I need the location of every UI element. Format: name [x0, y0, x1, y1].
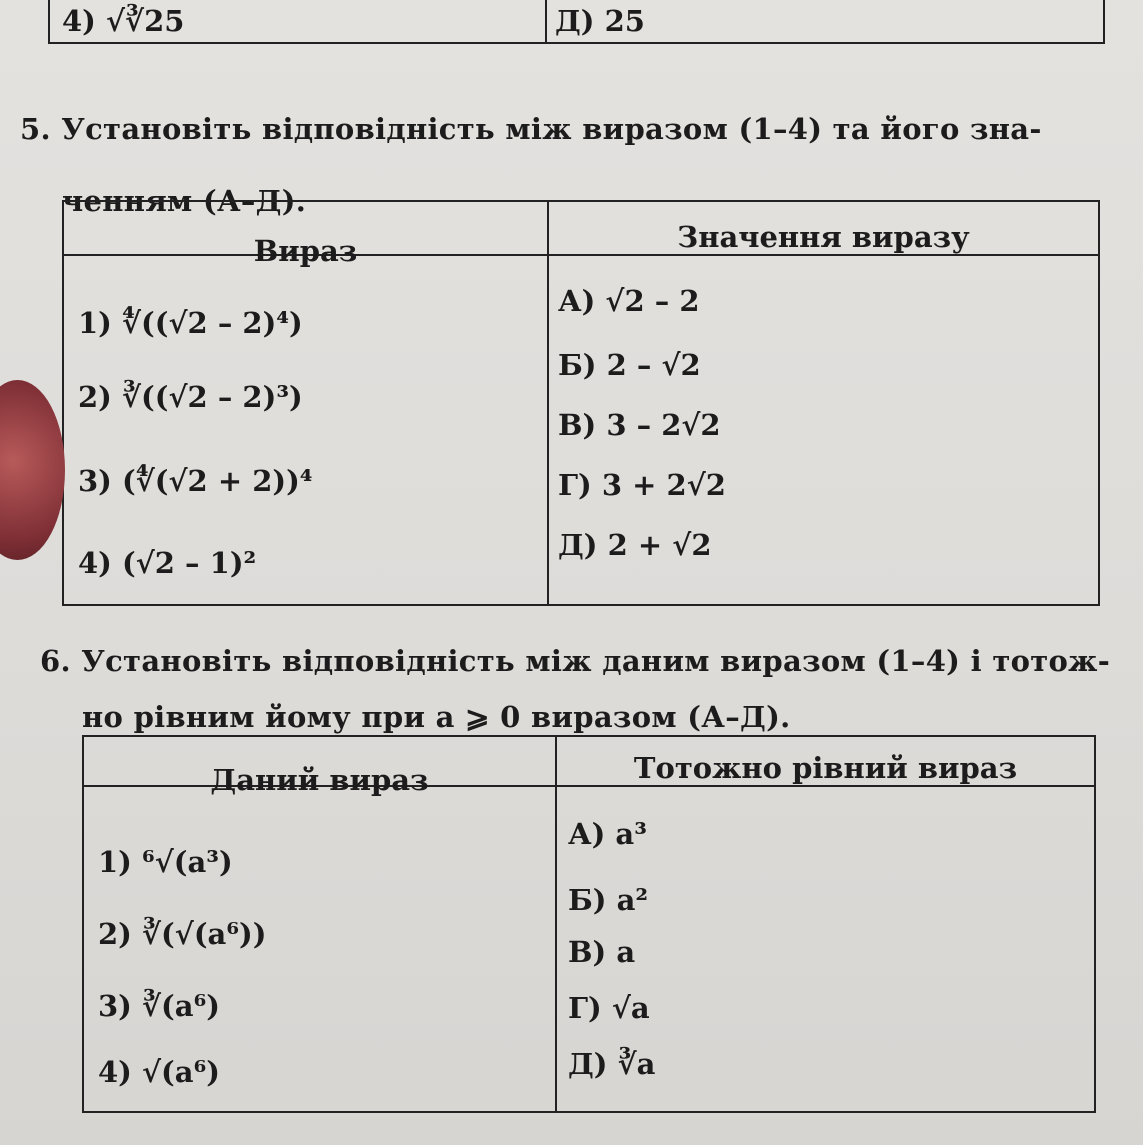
header-expression: Вираз	[253, 234, 358, 268]
task5-left-item-1: 1) ∜((√2 – 2)⁴)	[78, 306, 303, 340]
previous-task-table	[48, 0, 1105, 44]
column-divider	[547, 202, 549, 604]
task5-right-item-v: В) 3 – 2√2	[558, 408, 721, 442]
task6-right-item-b: Б) a²	[568, 883, 649, 917]
prev-right-item: Д) 25	[555, 4, 645, 38]
column-divider	[545, 0, 547, 42]
task5-table	[62, 200, 1100, 606]
task5-left-item-4: 4) (√2 – 1)²	[78, 546, 257, 580]
column-divider	[555, 737, 557, 1111]
task6-right-item-v: В) a	[568, 935, 636, 969]
task5-left-item-3: 3) (∜(√2 + 2))⁴	[78, 464, 313, 498]
task6-left-item-2: 2) ∛(√(a⁶))	[98, 917, 267, 951]
task5-right-item-g: Г) 3 + 2√2	[558, 468, 726, 502]
task5-right-item-a: А) √2 – 2	[558, 284, 700, 318]
task6-left-item-3: 3) ∛(a⁶)	[98, 989, 220, 1023]
task5-right-item-d: Д) 2 + √2	[558, 528, 712, 562]
header-equal-expression: Тотожно рівний вираз	[633, 751, 1018, 785]
prev-left-item: 4) √∛25	[62, 4, 185, 38]
task5-left-item-2: 2) ∛((√2 – 2)³)	[78, 380, 303, 414]
task6-right-item-g: Г) √a	[568, 991, 650, 1025]
header-value: Значення виразу	[677, 220, 970, 254]
task6-left-item-1: 1) ⁶√(a³)	[98, 845, 233, 879]
task6-table	[82, 735, 1096, 1113]
task5-text-line2: ченням (А–Д).	[62, 184, 307, 218]
task6-right-item-d: Д) ∛a	[568, 1047, 656, 1081]
task5-text-line1: 5. Установіть відповідність між виразом (1–4) та його зна-	[20, 112, 1042, 146]
task6-right-item-a: А) a³	[568, 817, 647, 851]
task6-text-line1: 6. Установіть відповідність між даним виразом (1–4) і тотож-	[40, 644, 1111, 678]
finger-photo-overlay	[0, 380, 65, 560]
task6-text-line2: но рівним йому при a ⩾ 0 виразом (А–Д).	[82, 700, 791, 734]
task5-right-item-b: Б) 2 – √2	[558, 348, 701, 382]
task6-left-item-4: 4) √(a⁶)	[98, 1055, 220, 1089]
header-given-expression: Даний вираз	[210, 763, 429, 797]
